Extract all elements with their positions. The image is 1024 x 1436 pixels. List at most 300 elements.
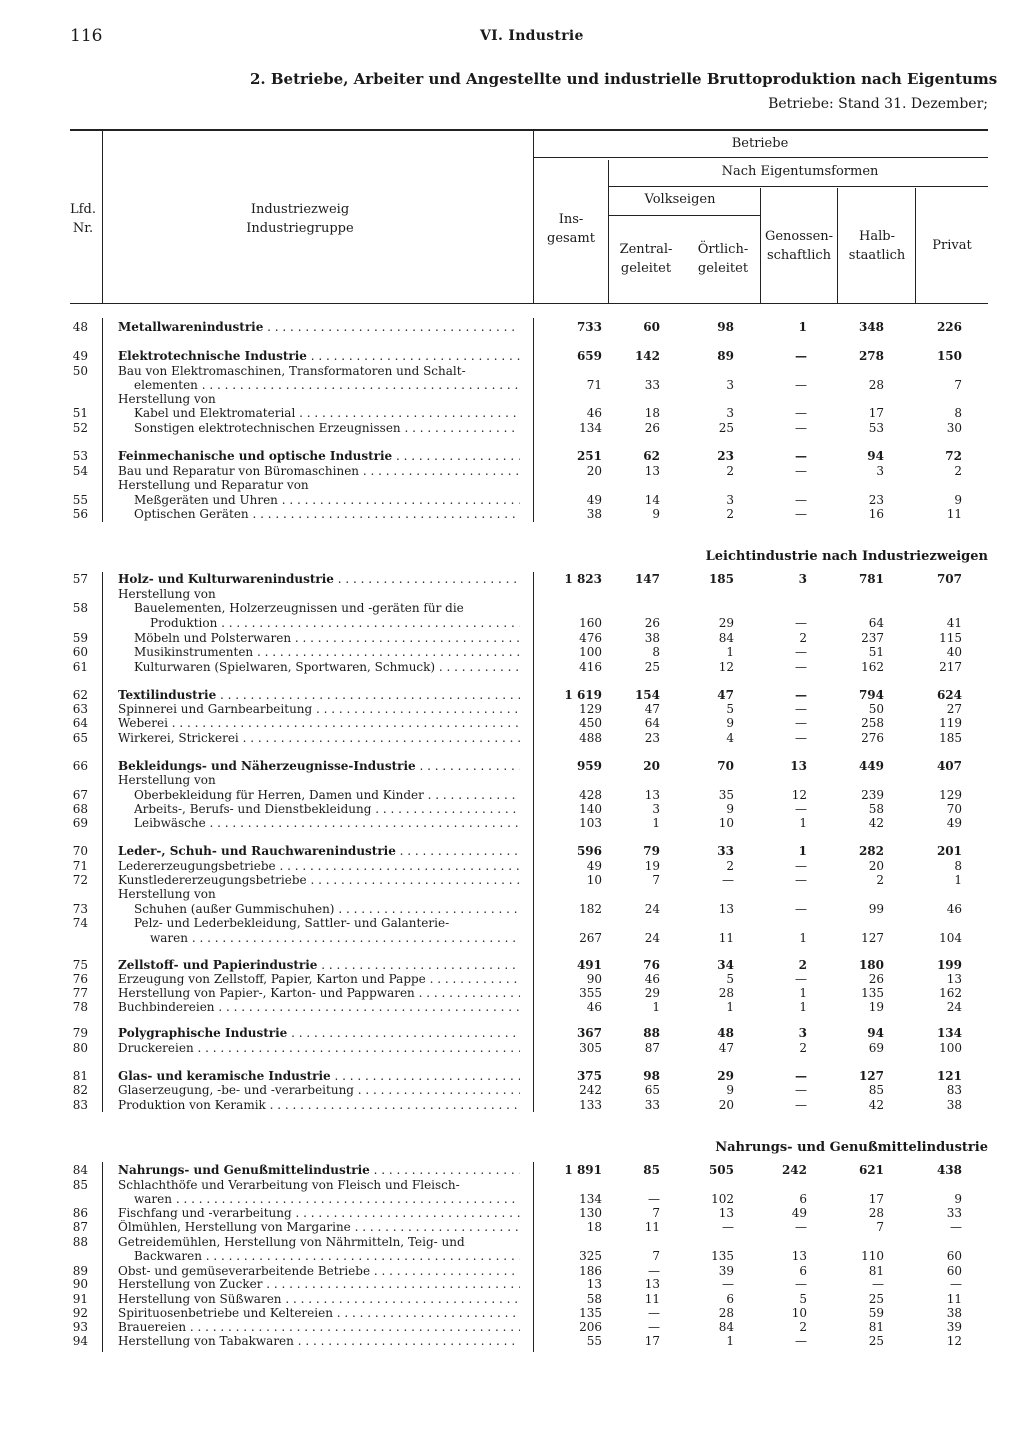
cell-halb: 51	[868, 645, 884, 659]
row-number: 74	[72, 916, 88, 930]
cell-insgesamt: 367	[576, 1026, 602, 1040]
row-number: 77	[72, 986, 88, 1000]
table-row	[62, 1320, 992, 1335]
cell-halb: 69	[868, 1041, 884, 1055]
row-number: 48	[72, 320, 88, 334]
cell-genossen: 49	[791, 1206, 807, 1220]
cell-insgesamt: 90	[586, 972, 602, 986]
cell-genossen: —	[795, 660, 807, 674]
row-label: Kulturwaren (Spielwaren, Sportwaren, Schmuck) . . .	[134, 660, 520, 675]
cell-zentral: 17	[644, 1334, 660, 1348]
table-row	[62, 349, 992, 364]
cell-zentral: 62	[643, 449, 660, 463]
cell-zentral: 65	[644, 1083, 660, 1097]
table-row	[62, 1292, 992, 1307]
cell-oertlich: —	[722, 1220, 734, 1234]
cell-genossen: —	[795, 421, 807, 435]
cell-insgesamt: 103	[579, 816, 602, 830]
cell-insgesamt: 596	[576, 844, 602, 858]
cell-genossen: —	[795, 1083, 807, 1097]
cell-genossen: —	[795, 493, 807, 507]
cell-oertlich: 135	[711, 1249, 734, 1263]
table-row	[62, 1041, 992, 1056]
row-number: 79	[72, 1026, 88, 1040]
cell-zentral: 7	[652, 1206, 660, 1220]
header-bottom-rule	[70, 303, 988, 304]
table-row	[62, 631, 992, 646]
cell-privat: 70	[946, 802, 962, 816]
cell-zentral: 29	[644, 986, 660, 1000]
cell-insgesamt: 416	[579, 660, 602, 674]
cell-zentral: 3	[652, 802, 660, 816]
cell-genossen: —	[795, 802, 807, 816]
row-number: 87	[72, 1220, 88, 1234]
table-row	[62, 320, 992, 335]
table-row	[62, 378, 992, 393]
cell-zentral: 13	[644, 464, 660, 478]
cell-genossen: 12	[791, 788, 807, 802]
header-vline-5	[837, 188, 838, 303]
cell-zentral: 142	[634, 349, 660, 363]
table-row	[62, 731, 992, 746]
table-row	[62, 873, 992, 888]
cell-privat: 185	[939, 731, 962, 745]
cell-zentral: 46	[644, 972, 660, 986]
cell-privat: 33	[946, 1206, 962, 1220]
cell-genossen: —	[795, 859, 807, 873]
table-row	[62, 449, 992, 464]
cell-oertlich: 39	[718, 1264, 734, 1278]
row-label: Bau und Reparatur von Büromaschinen . . .	[118, 464, 520, 479]
row-label: Brauereien . . .	[118, 1320, 520, 1335]
running-head: VI. Industrie	[480, 28, 584, 44]
cell-privat: 12	[946, 1334, 962, 1348]
cell-privat: 30	[946, 421, 962, 435]
row-label: Spirituosenbetriebe und Keltereien . . .	[118, 1306, 520, 1321]
row-label: Backwaren . . .	[134, 1249, 520, 1264]
cell-zentral: 8	[652, 645, 660, 659]
cell-insgesamt: 186	[579, 1264, 602, 1278]
cell-halb: 781	[858, 572, 884, 586]
cell-insgesamt: 134	[579, 1192, 602, 1206]
cell-privat: 2	[954, 464, 962, 478]
row-label: Erzeugung von Zellstoff, Papier, Karton und Pappe . . .	[118, 972, 520, 987]
cell-privat: 121	[936, 1069, 962, 1083]
section-title-leichtindustrie: Leichtindustrie nach Industriezweigen	[705, 549, 988, 564]
cell-privat: 60	[946, 1249, 962, 1263]
col-industriezweig: Industriezweig Industriegruppe	[246, 202, 354, 236]
cell-zentral: —	[648, 1306, 660, 1320]
cell-genossen: 1	[799, 1000, 807, 1014]
cell-oertlich: 89	[717, 349, 734, 363]
cell-halb: 348	[858, 320, 884, 334]
cell-genossen: 1	[798, 844, 807, 858]
col-betriebe: Betriebe	[731, 136, 789, 151]
cell-halb: 81	[868, 1320, 884, 1334]
cell-genossen: 1	[798, 320, 807, 334]
cell-insgesamt: 488	[579, 731, 602, 745]
row-number: 49	[72, 349, 88, 363]
cell-insgesamt: 959	[576, 759, 602, 773]
cell-genossen: 2	[798, 958, 807, 972]
table-row	[62, 1334, 992, 1349]
cell-genossen: 3	[798, 1026, 807, 1040]
cell-halb: 28	[868, 378, 884, 392]
cell-oertlich: 9	[726, 802, 734, 816]
table-row	[62, 844, 992, 859]
row-label: Herstellung von	[118, 392, 216, 406]
cell-genossen: 1	[799, 931, 807, 945]
row-label: Elektrotechnische Industrie . . .	[118, 349, 520, 364]
cell-zentral: 33	[644, 1098, 660, 1112]
cell-insgesamt: 58	[586, 1292, 602, 1306]
cell-insgesamt: 450	[579, 716, 602, 730]
cell-privat: 9	[954, 1192, 962, 1206]
cell-oertlich: 1	[726, 1000, 734, 1014]
table-row	[62, 1249, 992, 1264]
table-row	[62, 1069, 992, 1084]
row-number: 80	[72, 1041, 88, 1055]
row-label: Musikinstrumenten . . .	[134, 645, 520, 660]
cell-privat: 162	[939, 986, 962, 1000]
cell-insgesamt: 733	[576, 320, 602, 334]
cell-insgesamt: 476	[579, 631, 602, 645]
cell-insgesamt: 55	[586, 1334, 602, 1348]
cell-halb: 20	[868, 859, 884, 873]
table-row	[62, 986, 992, 1001]
cell-oertlich: 13	[718, 1206, 734, 1220]
cell-privat: —	[950, 1220, 962, 1234]
cell-genossen: —	[795, 1098, 807, 1112]
header-vline-4	[760, 188, 761, 303]
cell-privat: 129	[939, 788, 962, 802]
cell-oertlich: 2	[726, 464, 734, 478]
cell-zentral: 24	[644, 931, 660, 945]
cell-oertlich: 29	[718, 616, 734, 630]
table-row	[62, 660, 992, 675]
cell-oertlich: 3	[726, 406, 734, 420]
row-label: Feinmechanische und optische Industrie . . .	[118, 449, 520, 464]
row-number: 90	[72, 1277, 88, 1291]
cell-privat: 8	[954, 859, 962, 873]
table-row	[62, 916, 992, 931]
cell-zentral: 23	[644, 731, 660, 745]
cell-insgesamt: 160	[579, 616, 602, 630]
table-row	[62, 507, 992, 522]
cell-zentral: 24	[644, 902, 660, 916]
cell-privat: 226	[936, 320, 962, 334]
cell-privat: 9	[954, 493, 962, 507]
cell-privat: 11	[946, 1292, 962, 1306]
cell-zentral: 76	[643, 958, 660, 972]
cell-halb: 621	[858, 1163, 884, 1177]
cell-genossen: 6	[799, 1192, 807, 1206]
col-privat: Privat	[932, 238, 972, 253]
cell-halb: 239	[861, 788, 884, 802]
cell-privat: 1	[954, 873, 962, 887]
row-number: 60	[72, 645, 88, 659]
cell-genossen: —	[795, 1277, 807, 1291]
row-label: Glaserzeugung, -be- und -verarbeitung . . .	[118, 1083, 520, 1098]
table-row	[62, 616, 992, 631]
cell-oertlich: 34	[717, 958, 734, 972]
cell-zentral: 1	[652, 816, 660, 830]
cell-genossen: —	[795, 378, 807, 392]
cell-halb: 28	[868, 1206, 884, 1220]
table-row	[62, 587, 992, 602]
cell-genossen: 1	[799, 816, 807, 830]
eigentumsformen-rule	[608, 186, 988, 187]
table-row	[62, 1178, 992, 1193]
cell-genossen: 5	[799, 1292, 807, 1306]
row-number: 73	[72, 902, 88, 916]
row-label: Polygraphische Industrie . . .	[118, 1026, 520, 1041]
cell-halb: 276	[861, 731, 884, 745]
cell-halb: 7	[876, 1220, 884, 1234]
cell-halb: 258	[861, 716, 884, 730]
row-number: 69	[72, 816, 88, 830]
col-nach-eigentumsformen: Nach Eigentumsformen	[721, 164, 879, 179]
row-label: waren . . .	[150, 931, 520, 946]
table-row	[62, 931, 992, 946]
cell-privat: 39	[946, 1320, 962, 1334]
row-label: Herstellung von	[118, 887, 216, 901]
table-subtitle: Betriebe: Stand 31. Dezember;	[768, 96, 988, 112]
row-number: 78	[72, 1000, 88, 1014]
row-number: 91	[72, 1292, 88, 1306]
cell-oertlich: 10	[718, 816, 734, 830]
cell-privat: 201	[936, 844, 962, 858]
row-label: Obst- und gemüseverarbeitende Betriebe . . .	[118, 1264, 520, 1279]
row-label: Spinnerei und Garnbearbeitung . . .	[118, 702, 520, 717]
table-row	[62, 392, 992, 407]
table-row	[62, 1026, 992, 1041]
cell-insgesamt: 1 891	[564, 1163, 602, 1177]
row-number: 92	[72, 1306, 88, 1320]
betriebe-rule	[533, 157, 988, 158]
table-title: 2. Betriebe, Arbeiter und Angestellte und industrielle Bruttoproduktion nach Eigentums	[250, 70, 998, 88]
cell-zentral: 26	[644, 616, 660, 630]
cell-insgesamt: 305	[579, 1041, 602, 1055]
table-row	[62, 1220, 992, 1235]
cell-halb: 59	[868, 1306, 884, 1320]
row-label: Holz- und Kulturwarenindustrie . . .	[118, 572, 520, 587]
cell-insgesamt: 267	[579, 931, 602, 945]
col-halb: Halb- staatlich	[848, 229, 906, 263]
row-label: waren . . .	[134, 1192, 520, 1207]
row-label: Leibwäsche . . .	[134, 816, 520, 831]
table-row	[62, 1306, 992, 1321]
cell-genossen: —	[795, 616, 807, 630]
table-row	[62, 601, 992, 616]
cell-oertlich: 28	[718, 1306, 734, 1320]
row-number: 81	[72, 1069, 88, 1083]
cell-insgesamt: 129	[579, 702, 602, 716]
col-insgesamt: Ins- gesamt	[547, 212, 595, 246]
cell-privat: 115	[939, 631, 962, 645]
table-row	[62, 902, 992, 917]
cell-genossen: 3	[798, 572, 807, 586]
table-row	[62, 972, 992, 987]
cell-genossen: —	[795, 464, 807, 478]
table-row	[62, 958, 992, 973]
cell-insgesamt: 1 823	[564, 572, 602, 586]
cell-genossen: —	[795, 349, 807, 363]
section-title-nahrungsmittel: Nahrungs- und Genußmittelindustrie	[715, 1140, 988, 1155]
cell-insgesamt: 49	[586, 493, 602, 507]
cell-halb: 53	[868, 421, 884, 435]
cell-genossen: 2	[799, 1041, 807, 1055]
table-row	[62, 464, 992, 479]
row-number: 55	[72, 493, 88, 507]
row-number: 65	[72, 731, 88, 745]
cell-zentral: 25	[644, 660, 660, 674]
row-number: 72	[72, 873, 88, 887]
cell-privat: 624	[936, 688, 962, 702]
cell-insgesamt: 491	[576, 958, 602, 972]
cell-privat: 217	[939, 660, 962, 674]
cell-privat: 100	[939, 1041, 962, 1055]
cell-oertlich: 9	[726, 1083, 734, 1097]
cell-zentral: 64	[644, 716, 660, 730]
cell-zentral: 87	[644, 1041, 660, 1055]
cell-privat: 27	[946, 702, 962, 716]
cell-oertlich: 84	[718, 1320, 734, 1334]
cell-insgesamt: 49	[586, 859, 602, 873]
cell-insgesamt: 1 619	[564, 688, 602, 702]
cell-insgesamt: 100	[579, 645, 602, 659]
cell-insgesamt: 182	[579, 902, 602, 916]
table-row	[62, 1277, 992, 1292]
cell-oertlich: 5	[726, 972, 734, 986]
table-row	[62, 816, 992, 831]
cell-privat: 707	[936, 572, 962, 586]
table-row	[62, 406, 992, 421]
cell-halb: 64	[868, 616, 884, 630]
cell-zentral: 26	[644, 421, 660, 435]
row-number: 51	[72, 406, 88, 420]
cell-genossen: —	[795, 1069, 807, 1083]
cell-zentral: 98	[643, 1069, 660, 1083]
cell-halb: 180	[858, 958, 884, 972]
cell-oertlich: 13	[718, 902, 734, 916]
cell-oertlich: 9	[726, 716, 734, 730]
row-label: Weberei . . .	[118, 716, 520, 731]
table-row	[62, 1000, 992, 1015]
row-number: 64	[72, 716, 88, 730]
cell-halb: 58	[868, 802, 884, 816]
cell-insgesamt: 46	[586, 406, 602, 420]
row-label: Buchbindereien . . .	[118, 1000, 520, 1015]
cell-privat: 38	[946, 1306, 962, 1320]
row-label: Bau von Elektromaschinen, Transformatoren und Schalt-	[118, 364, 466, 378]
cell-insgesamt: 251	[576, 449, 602, 463]
cell-insgesamt: 38	[586, 507, 602, 521]
cell-halb: 19	[868, 1000, 884, 1014]
cell-genossen: —	[795, 972, 807, 986]
cell-zentral: 154	[634, 688, 660, 702]
cell-halb: —	[872, 1277, 884, 1291]
cell-privat: 83	[946, 1083, 962, 1097]
cell-zentral: 38	[644, 631, 660, 645]
cell-oertlich: 20	[718, 1098, 734, 1112]
cell-zentral: 13	[644, 1277, 660, 1291]
cell-insgesamt: 13	[586, 1277, 602, 1291]
row-label: Optischen Geräten . . .	[134, 507, 520, 522]
cell-oertlich: 1	[726, 1334, 734, 1348]
cell-privat: 72	[945, 449, 962, 463]
cell-zentral: —	[648, 1320, 660, 1334]
row-label: Herstellung von Tabakwaren . . .	[118, 1334, 520, 1349]
cell-privat: 438	[936, 1163, 962, 1177]
table-row	[62, 759, 992, 774]
cell-halb: 94	[867, 1026, 884, 1040]
row-label: Bekleidungs- und Näherzeugnisse-Industrie . . .	[118, 759, 520, 774]
row-label: Möbeln und Polsterwaren . . .	[134, 631, 520, 646]
row-label: Herstellung von Papier-, Karton- und Pappwaren . . .	[118, 986, 520, 1001]
row-label: Oberbekleidung für Herren, Damen und Kinder . . .	[134, 788, 520, 803]
cell-zentral: 88	[643, 1026, 660, 1040]
cell-genossen: —	[795, 716, 807, 730]
table-row	[62, 1235, 992, 1250]
cell-genossen: —	[795, 1220, 807, 1234]
cell-genossen: 6	[799, 1264, 807, 1278]
cell-oertlich: 25	[718, 421, 734, 435]
cell-oertlich: 33	[717, 844, 734, 858]
cell-zentral: 7	[652, 1249, 660, 1263]
cell-insgesamt: 659	[576, 349, 602, 363]
row-label: Herstellung von Süßwaren . . .	[118, 1292, 520, 1307]
cell-genossen: 2	[799, 1320, 807, 1334]
cell-insgesamt: 134	[579, 421, 602, 435]
table-row	[62, 788, 992, 803]
cell-zentral: 79	[643, 844, 660, 858]
row-number: 57	[72, 572, 88, 586]
row-number: 94	[72, 1334, 88, 1348]
cell-halb: 85	[868, 1083, 884, 1097]
cell-insgesamt: 375	[576, 1069, 602, 1083]
row-number: 71	[72, 859, 88, 873]
cell-insgesamt: 325	[579, 1249, 602, 1263]
row-label: Herstellung und Reparatur von	[118, 478, 309, 492]
cell-halb: 3	[876, 464, 884, 478]
cell-genossen: 10	[791, 1306, 807, 1320]
cell-privat: 46	[946, 902, 962, 916]
cell-genossen: —	[795, 449, 807, 463]
table-row	[62, 478, 992, 493]
cell-oertlich: 4	[726, 731, 734, 745]
cell-genossen: 1	[799, 986, 807, 1000]
row-label: Textilindustrie . . .	[118, 688, 520, 703]
row-label: Kunstledererzeugungsbetriebe . . .	[118, 873, 520, 888]
row-number: 50	[72, 364, 88, 378]
row-label: Ledererzeugungsbetriebe . . .	[118, 859, 520, 874]
row-label: Arbeits-, Berufs- und Dienstbekleidung . . .	[134, 802, 520, 817]
row-number: 67	[72, 788, 88, 802]
cell-insgesamt: 355	[579, 986, 602, 1000]
table-row	[62, 1192, 992, 1207]
cell-genossen: —	[795, 688, 807, 702]
cell-privat: 60	[946, 1264, 962, 1278]
cell-oertlich: 47	[717, 688, 734, 702]
cell-genossen: 13	[790, 759, 807, 773]
cell-zentral: 7	[652, 873, 660, 887]
row-label: Glas- und keramische Industrie . . .	[118, 1069, 520, 1084]
cell-zentral: 1	[652, 1000, 660, 1014]
cell-oertlich: 1	[726, 645, 734, 659]
cell-privat: 119	[939, 716, 962, 730]
row-number: 61	[72, 660, 88, 674]
